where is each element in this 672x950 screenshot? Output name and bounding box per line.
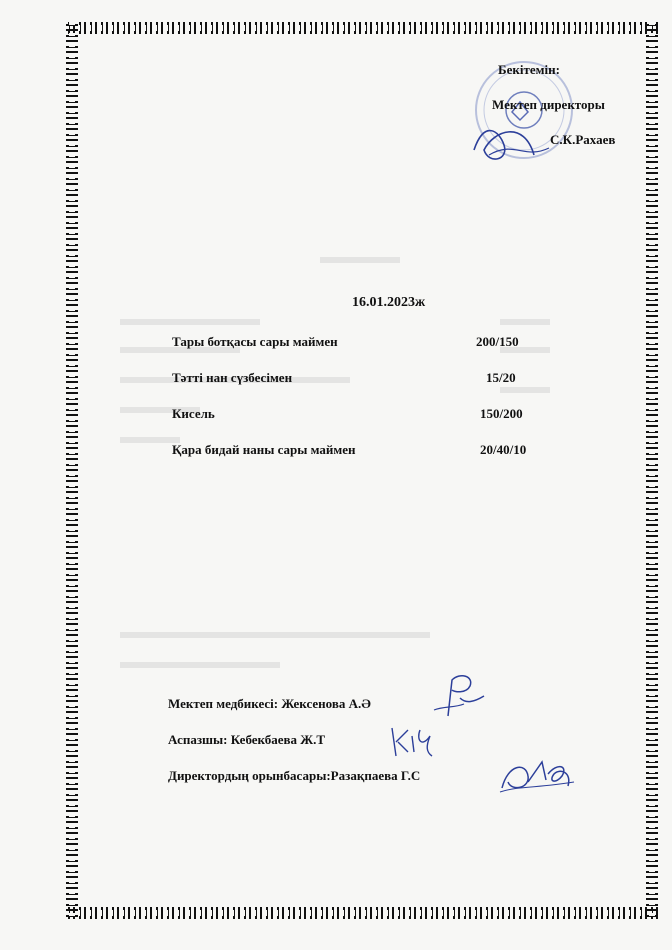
approval-label: Бекітемін: xyxy=(498,62,560,77)
approval-position: Мектеп директоры xyxy=(492,97,605,112)
menu-item xyxy=(172,442,552,478)
approval-block xyxy=(490,60,615,149)
signatures-block xyxy=(168,696,420,804)
border-right xyxy=(646,22,658,920)
menu-item-qty: 200/150 xyxy=(476,334,519,349)
handwritten-signature-cook xyxy=(386,722,436,762)
menu-item xyxy=(172,334,552,370)
signature-cook: Аспазшы: Кебекбаева Ж.Т xyxy=(168,732,326,747)
menu-item-qty: 15/20 xyxy=(486,370,516,385)
handwritten-signature-deputy xyxy=(498,752,578,800)
signature-nurse: Мектеп медбикесі: Жексенова А.Ә xyxy=(168,696,371,711)
menu-item-name: Тары ботқасы сары маймен xyxy=(172,334,338,349)
signature-row xyxy=(168,696,420,732)
signature-deputy: Директордың орынбасары:Разақпаева Г.С xyxy=(168,768,421,783)
border-bottom xyxy=(66,907,658,919)
border-left xyxy=(66,22,78,920)
menu-item-qty: 20/40/10 xyxy=(480,442,527,457)
menu-item-name: Қара бидай наны сары маймен xyxy=(172,442,356,457)
menu-item xyxy=(172,406,552,442)
menu-item-qty: 150/200 xyxy=(480,406,523,421)
signature-row xyxy=(168,732,420,768)
handwritten-signature-nurse xyxy=(430,668,490,720)
border-top xyxy=(66,22,658,34)
signature-row xyxy=(168,768,420,804)
approval-name: С.К.Рахаев xyxy=(550,132,616,147)
menu-item xyxy=(172,370,552,406)
menu-date: 16.01.2023ж xyxy=(352,295,426,310)
menu-list xyxy=(172,334,552,478)
menu-item-name: Тәтті нан сүзбесімен xyxy=(172,370,293,385)
menu-item-name: Кисель xyxy=(172,406,215,421)
